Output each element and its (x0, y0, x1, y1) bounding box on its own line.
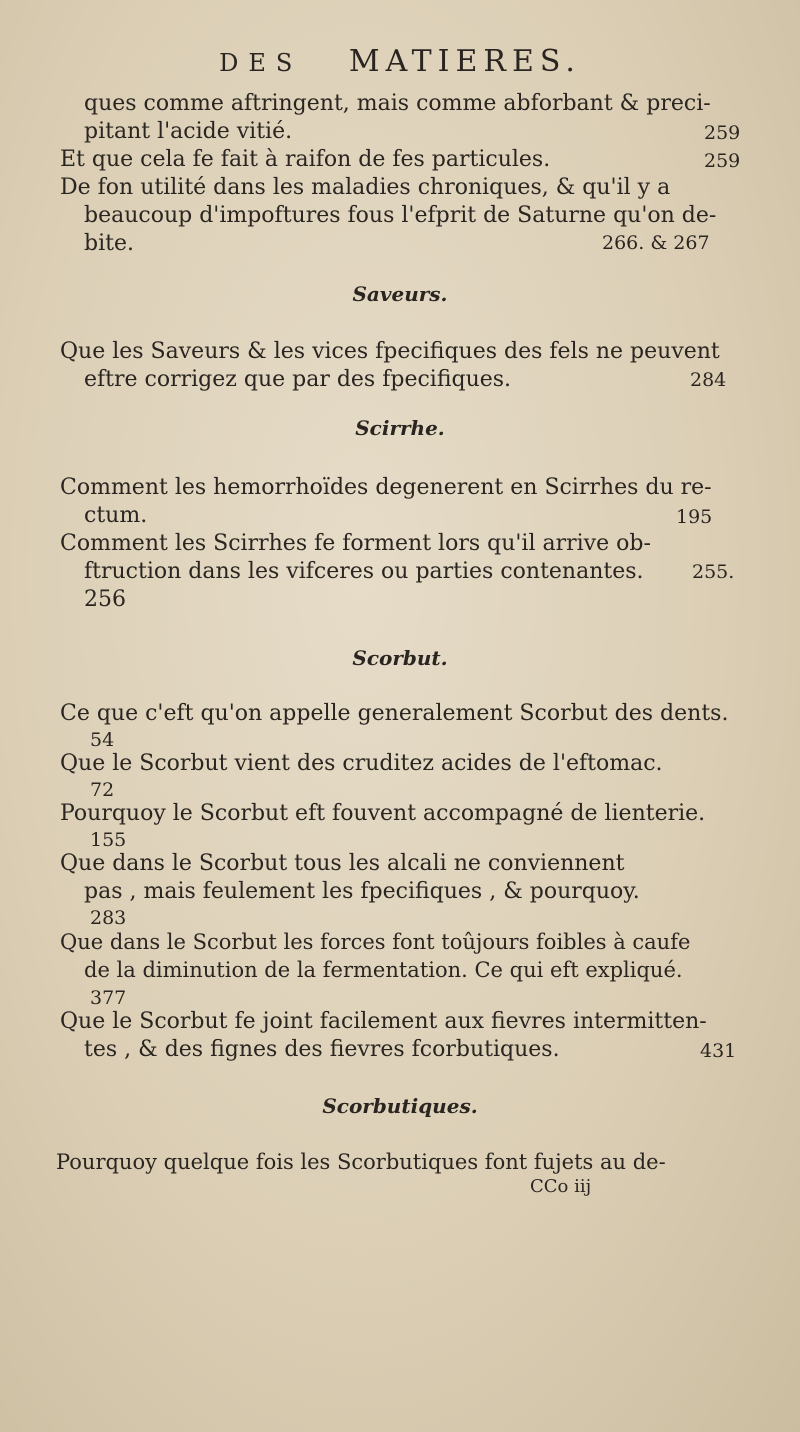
entry-line: pitant l'acide vitié. (84, 119, 293, 144)
page-ref: 259 (704, 122, 741, 144)
entry-line: Ce que c'eft qu'on appelle generalement Scorbut des dents. (60, 701, 729, 726)
entry-line: bite. (84, 231, 134, 256)
section-heading-scorbut: Scorbut. (352, 646, 448, 670)
header-prefix: DES (219, 49, 303, 77)
entry-line: Pourquoy quelque fois les Scorbutiques font fujets au de- (56, 1150, 666, 1174)
page-ref: 431 (700, 1040, 737, 1062)
entry-line: beaucoup d'impoftures fous l'efprit de Saturne qu'on de- (84, 203, 717, 228)
entry-line: Et que cela fe fait à raifon de fes particules. (60, 147, 551, 172)
entry-line: De fon utilité dans les maladies chroniques, & qu'il y a (60, 175, 671, 200)
entry-line: Que le Scorbut fe joint facilement aux fievres intermitten- (60, 1009, 707, 1034)
entry-line: 54 (90, 729, 115, 751)
entry-line: ftruction dans les vifceres ou parties contenantes. (84, 559, 644, 584)
entry-line: Pourquoy le Scorbut eft fouvent accompagné de lienterie. (60, 801, 706, 826)
page-ref: 284 (690, 369, 727, 391)
section-heading-saveurs: Saveurs. (352, 282, 448, 306)
entry-line: Que dans le Scorbut tous les alcali ne conviennent (60, 851, 625, 876)
entry-line: de la diminution de la fermentation. Ce qui eft expliqué. (84, 958, 683, 982)
entry-line: ques comme aftringent, mais comme abforbant & preci- (84, 91, 711, 116)
section-heading-scorbutiques: Scorbutiques. (322, 1094, 478, 1118)
entry-line: 72 (90, 779, 115, 801)
page-ref: 255. (692, 561, 735, 583)
entry-line: pas , mais feulement les fpecifiques , & pourquoy. (84, 879, 640, 904)
page-ref: 259 (704, 150, 741, 172)
page-ref: 266. & 267 (602, 232, 710, 254)
entry-line: ctum. (84, 503, 148, 528)
entry-line: Que les Saveurs & les vices fpecifiques des fels ne peuvent (60, 339, 720, 364)
entry-line: eftre corrigez que par des fpecifiques. (84, 367, 512, 392)
entry-line: Que le Scorbut vient des cruditez acides de l'eftomac. (60, 751, 663, 776)
signature-mark: CCo iij (530, 1176, 592, 1197)
header-title: MATIERES. (348, 44, 581, 79)
entry-line: Comment les hemorrhoïdes degenerent en Scirrhes du re- (60, 475, 712, 500)
entry-line: 256 (84, 587, 126, 612)
section-heading-scirrhe: Scirrhe. (355, 416, 445, 440)
entry-line: 283 (90, 907, 127, 929)
entry-line: Que dans le Scorbut les forces font toûjours foibles à caufe (60, 930, 691, 954)
entry-line: tes , & des fignes des fievres fcorbutiques. (84, 1037, 560, 1062)
entry-line: 377 (90, 987, 127, 1009)
page-ref: 195 (676, 506, 713, 528)
entry-line: 155 (90, 829, 127, 851)
page-header (0, 44, 800, 79)
entry-line: Comment les Scirrhes fe forment lors qu'il arrive ob- (60, 531, 651, 556)
